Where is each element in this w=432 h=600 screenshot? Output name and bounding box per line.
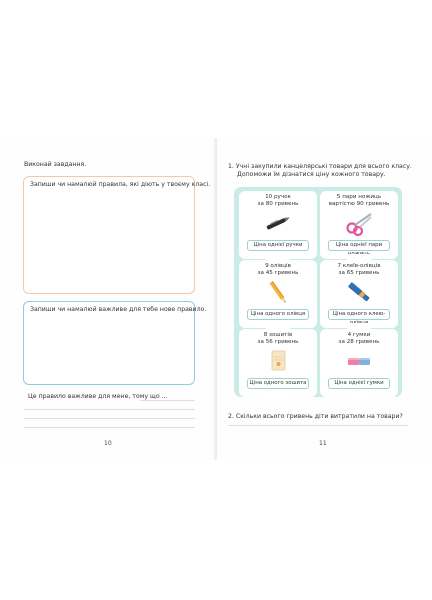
right-page bbox=[217, 138, 432, 460]
left-page bbox=[0, 138, 215, 460]
card-count: 10 ручок bbox=[265, 194, 291, 200]
card-label[interactable]: Ціна одного зошита bbox=[247, 378, 309, 389]
card-price: за 45 гривень bbox=[257, 270, 299, 276]
product-card-notebooks bbox=[239, 329, 317, 397]
card-tab bbox=[346, 392, 372, 402]
scissors-icon bbox=[344, 210, 374, 236]
card-label[interactable]: Ціна однієї гумки bbox=[328, 378, 390, 389]
box1-prompt: Запиши чи намалюй правила, які діють у твоєму класі. bbox=[30, 181, 211, 188]
sentence-start: Це правило важливе для мене, тому що ... bbox=[28, 393, 168, 400]
card-price: за 80 гривень bbox=[257, 201, 299, 207]
product-card-erasers bbox=[320, 329, 398, 397]
task1-line1: 1. Учні закупили канцелярські товари для всього класу. bbox=[228, 163, 412, 170]
card-count: 4 гумки bbox=[347, 332, 371, 338]
product-card-glue-sticks bbox=[320, 260, 398, 328]
card-price: вартістю 90 гривень bbox=[328, 201, 390, 207]
page-number: 11 bbox=[319, 440, 327, 447]
card-label[interactable]: Ціна однієї ручки bbox=[247, 240, 309, 251]
answer-line[interactable] bbox=[228, 425, 408, 426]
eraser-icon bbox=[344, 348, 374, 374]
page-number: 10 bbox=[104, 440, 112, 447]
task2-text: 2. Скільки всього гривень діти витратили на товари? bbox=[228, 413, 403, 420]
card-count: 7 клеїв-олівців bbox=[337, 263, 381, 269]
task1-line2: Допоможи їм дізнатися ціну кожного товару. bbox=[237, 171, 386, 178]
answer-line[interactable] bbox=[140, 400, 195, 401]
card-label[interactable]: Ціна одного клею- bbox=[328, 309, 390, 320]
answer-line[interactable] bbox=[24, 427, 195, 428]
card-price: за 28 гривень bbox=[338, 339, 380, 345]
new-rule-box[interactable] bbox=[23, 301, 207, 385]
card-tab bbox=[265, 392, 291, 402]
pencil-icon bbox=[263, 279, 293, 305]
card-label[interactable]: Ціна однієї пари bbox=[328, 240, 390, 251]
card-count: 8 зошитів bbox=[263, 332, 293, 338]
answer-line[interactable] bbox=[24, 418, 195, 419]
card-price: за 65 гривень bbox=[338, 270, 380, 276]
product-card-pencils bbox=[239, 260, 317, 328]
card-count: 9 олівців bbox=[265, 263, 291, 269]
products-grid bbox=[234, 187, 402, 397]
answer-line[interactable] bbox=[24, 409, 195, 410]
classroom-rules-box[interactable] bbox=[23, 176, 211, 294]
product-card-scissors bbox=[320, 191, 398, 259]
product-card-pens bbox=[239, 191, 317, 259]
card-label[interactable]: Ціна одного олівця bbox=[247, 309, 309, 320]
card-count: 5 пари ножиць bbox=[336, 194, 382, 200]
notebook-icon bbox=[263, 348, 293, 374]
instruction-text: Виконай завдання. bbox=[24, 161, 87, 168]
card-price: за 56 гривень bbox=[257, 339, 299, 345]
pen-icon bbox=[263, 210, 293, 236]
box2-prompt: Запиши чи намалюй важливе для тебе нове правило. bbox=[30, 306, 207, 313]
glue-stick-icon bbox=[344, 279, 374, 305]
book-spread bbox=[0, 138, 432, 460]
